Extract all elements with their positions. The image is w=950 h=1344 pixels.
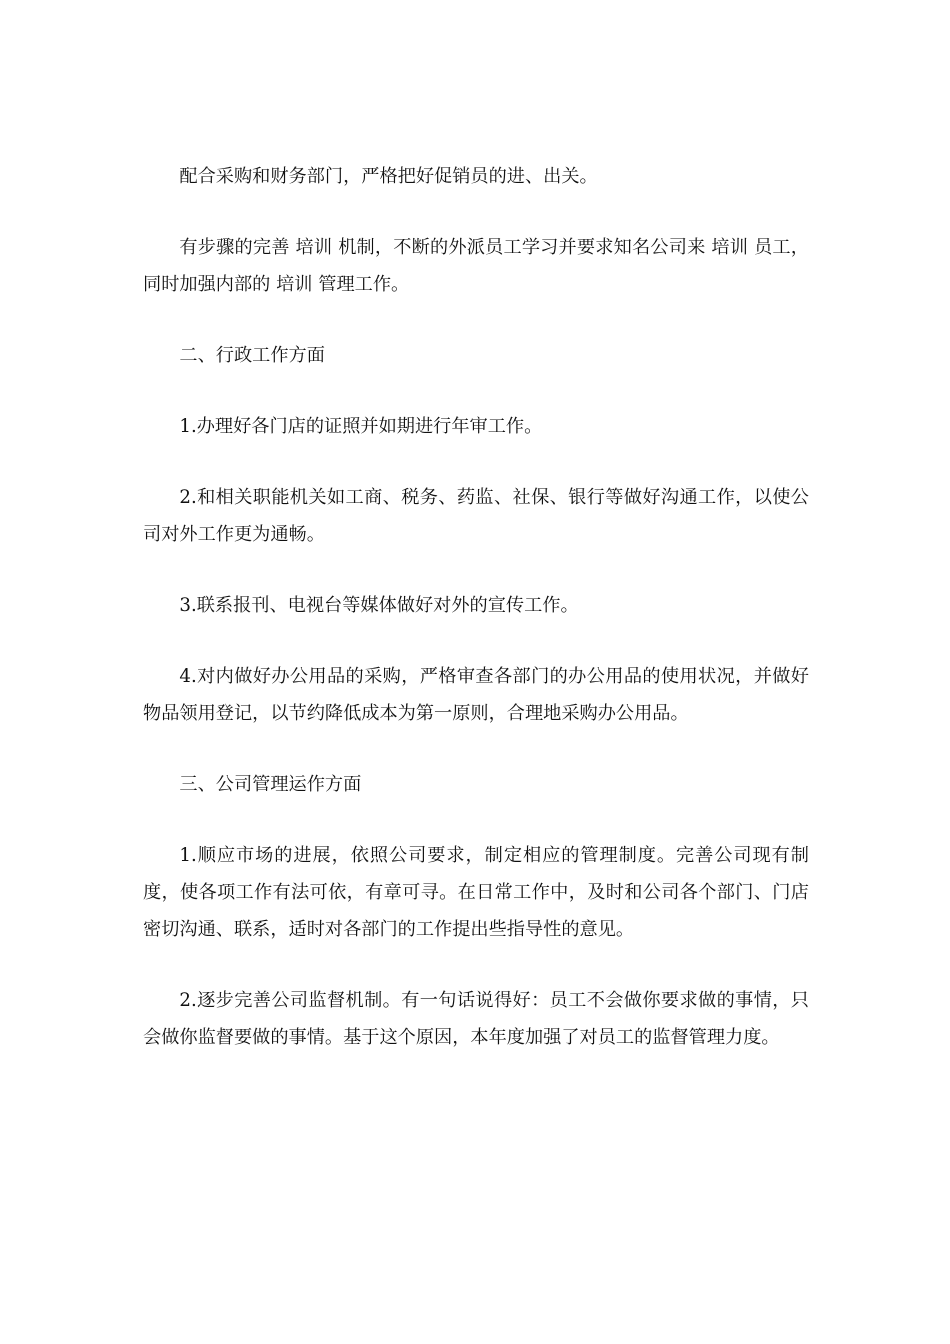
section-heading-admin: 二、行政工作方面	[179, 345, 325, 366]
paragraph-management-item-2: 2.逐步完善公司监督机制。有一句话说得好：员工不会做你要求做的事情，只会做你监督要做的事情。基于这个原因，本年度加强了对员工的监督管理力度。	[143, 990, 809, 1048]
paragraph-admin-item-1: 1.办理好各门店的证照并如期进行年审工作。	[179, 416, 543, 437]
paragraph-management-item-1: 1.顺应市场的进展，依照公司要求，制定相应的管理制度。完善公司现有制度，使各项工作有法可依，有章可寻。在日常工作中，及时和公司各个部门、门店密切沟通、联系，适时对各部门的工作提出些指导性的意见。	[143, 845, 809, 940]
document-body	[143, 158, 809, 1056]
section-heading-management: 三、公司管理运作方面	[179, 774, 362, 795]
paragraph-training-mechanism: 有步骤的完善 培训 机制，不断的外派员工学习并要求知名公司来 培训 员工，同时加强内部的 培训 管理工作。	[143, 237, 809, 295]
paragraph-admin-item-4: 4.对内做好办公用品的采购，严格审查各部门的办公用品的使用状况，并做好物品领用登记，以节约降低成本为第一原则，合理地采购办公用品。	[143, 666, 809, 724]
paragraph-promoter-control: 配合采购和财务部门，严格把好促销员的进、出关。	[179, 166, 598, 187]
paragraph-admin-item-3: 3.联系报刊、电视台等媒体做好对外的宣传工作。	[179, 595, 579, 616]
paragraph-admin-item-2: 2.和相关职能机关如工商、税务、药监、社保、银行等做好沟通工作，以使公司对外工作更为通畅。	[143, 487, 809, 545]
